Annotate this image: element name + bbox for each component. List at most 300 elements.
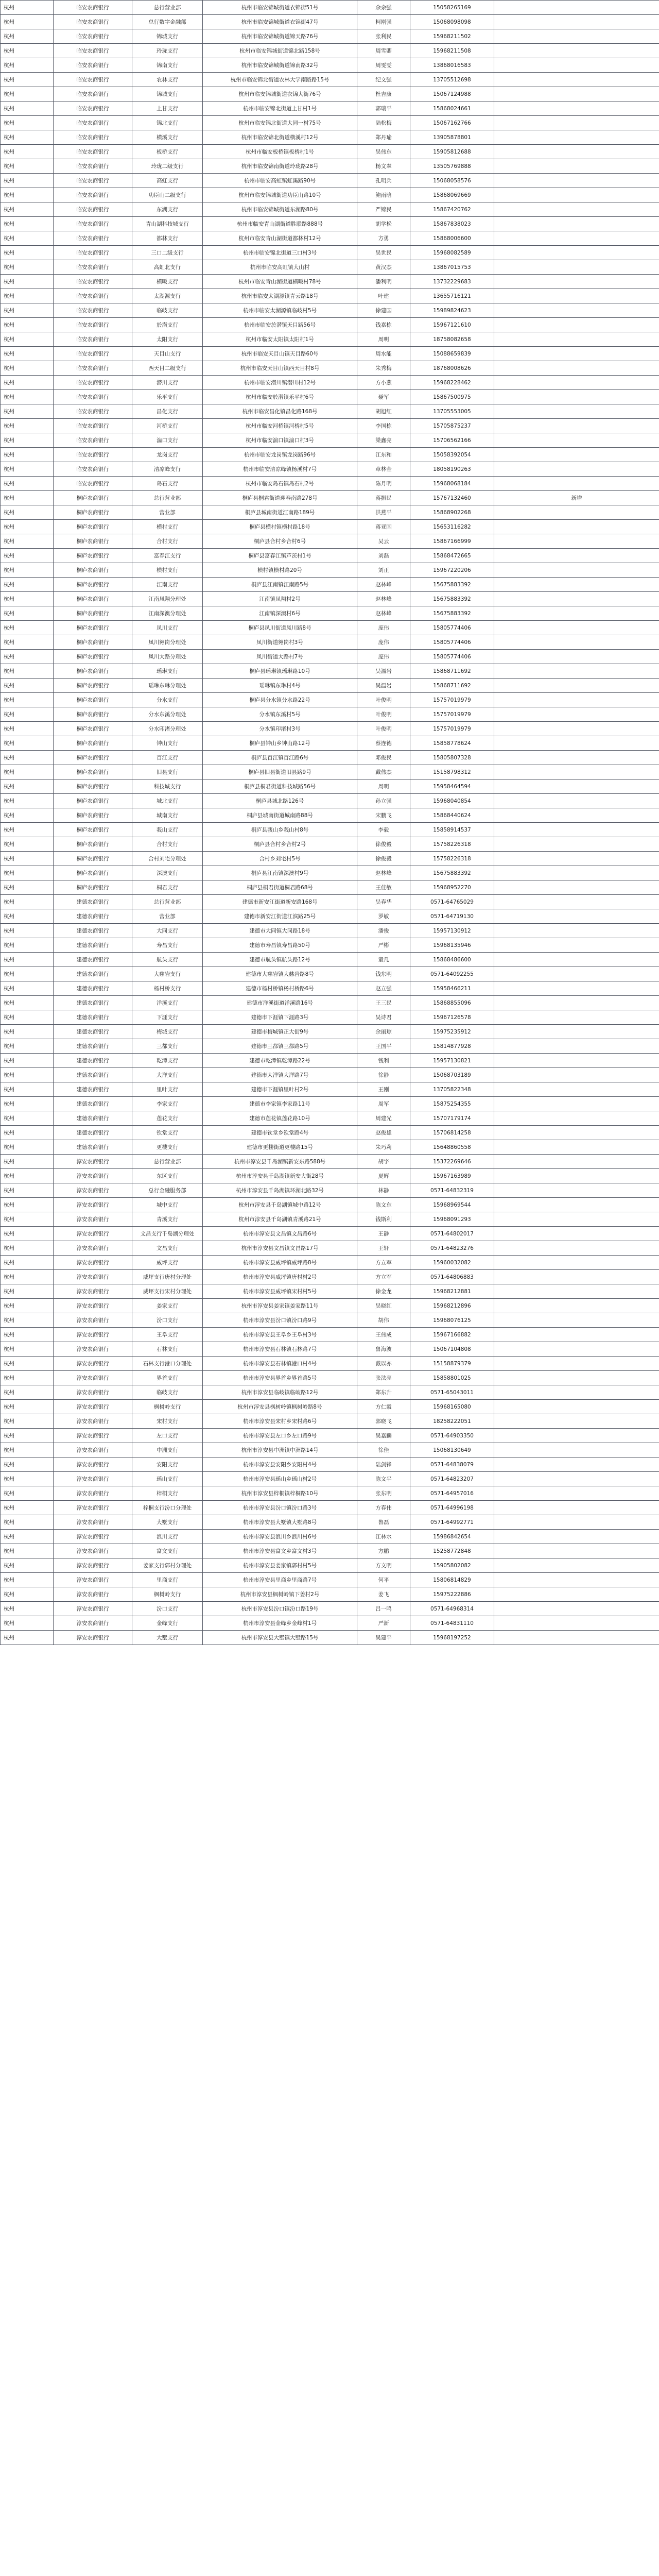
contact-cell: 郭晓飞 — [357, 1414, 410, 1429]
city-cell: 杭州 — [1, 1328, 54, 1342]
address-cell: 桐庐县瑶琳镇瑶琳路10号 — [203, 664, 357, 679]
bank-cell: 建德农商银行 — [54, 1126, 132, 1140]
bank-cell: 桐庐农商银行 — [54, 606, 132, 621]
branch-cell: 洋溪支行 — [132, 996, 203, 1010]
note-cell — [494, 1010, 659, 1025]
bank-cell: 桐庐农商银行 — [54, 808, 132, 823]
note-cell — [494, 1082, 659, 1097]
contact-cell: 吴春华 — [357, 895, 410, 909]
contact-cell: 鲁海波 — [357, 1342, 410, 1357]
phone-cell: 15675883392 — [410, 578, 494, 592]
phone-cell: 15867420762 — [410, 202, 494, 217]
note-cell — [494, 751, 659, 765]
branch-cell: 文昌支行千岛湖分理处 — [132, 1227, 203, 1241]
table-row — [1, 1371, 659, 1385]
note-cell — [494, 1587, 659, 1602]
city-cell: 杭州 — [1, 1155, 54, 1169]
table-row — [1, 606, 659, 621]
note-cell — [494, 895, 659, 909]
address-cell: 建德市大同镇大同路18号 — [203, 924, 357, 938]
phone-cell: 15957130912 — [410, 924, 494, 938]
table-row — [1, 635, 659, 650]
table-row — [1, 477, 659, 491]
branch-cell: 东湖支行 — [132, 202, 203, 217]
branch-cell: 横村支行 — [132, 563, 203, 578]
note-cell — [494, 1025, 659, 1039]
note-cell — [494, 823, 659, 837]
note-cell — [494, 477, 659, 491]
table-row — [1, 1573, 659, 1587]
city-cell: 杭州 — [1, 1140, 54, 1155]
address-cell: 杭州市淳安县汾口镇汾口路19号 — [203, 1602, 357, 1616]
table-row — [1, 953, 659, 967]
note-cell — [494, 174, 659, 188]
address-cell: 杭州市临安锦北街道三口村3号 — [203, 246, 357, 260]
city-cell: 杭州 — [1, 1227, 54, 1241]
city-cell: 杭州 — [1, 376, 54, 390]
city-cell: 杭州 — [1, 880, 54, 895]
branch-cell: 营业部 — [132, 505, 203, 520]
note-cell — [494, 981, 659, 996]
note-cell — [494, 837, 659, 852]
phone-cell: 15968197252 — [410, 1631, 494, 1645]
contact-cell: 林静 — [357, 1183, 410, 1198]
address-cell: 杭州市临安天目山镇西天目村8号 — [203, 361, 357, 376]
contact-cell: 庞伟 — [357, 650, 410, 664]
branch-cell: 航头支行 — [132, 953, 203, 967]
note-cell — [494, 202, 659, 217]
bank-cell: 建德农商银行 — [54, 1068, 132, 1082]
contact-cell: 李国栋 — [357, 419, 410, 433]
city-cell: 杭州 — [1, 722, 54, 736]
bank-cell: 淳安农商银行 — [54, 1227, 132, 1241]
branch-cell: 分水印渚分理处 — [132, 722, 203, 736]
address-cell: 杭州市淳安县姜家镇郭村村5号 — [203, 1558, 357, 1573]
contact-cell: 严彬 — [357, 938, 410, 953]
table-row — [1, 448, 659, 462]
note-cell — [494, 159, 659, 174]
city-cell: 杭州 — [1, 1299, 54, 1313]
table-row — [1, 549, 659, 563]
bank-cell: 临安农商银行 — [54, 376, 132, 390]
branch-cell: 总行营业部 — [132, 491, 203, 505]
branch-cell: 青溪支行 — [132, 1212, 203, 1227]
bank-cell: 临安农商银行 — [54, 361, 132, 376]
note-cell — [494, 693, 659, 707]
bank-cell: 桐庐农商银行 — [54, 549, 132, 563]
branch-cell: 高虹北支行 — [132, 260, 203, 275]
note-cell — [494, 289, 659, 303]
city-cell: 杭州 — [1, 1501, 54, 1515]
table-row — [1, 1082, 659, 1097]
note-cell — [494, 404, 659, 419]
phone-cell: 15158798312 — [410, 765, 494, 779]
phone-cell: 15258772848 — [410, 1544, 494, 1558]
address-cell: 杭州市淳安县富文乡富文村3号 — [203, 1544, 357, 1558]
note-cell — [494, 1299, 659, 1313]
bank-cell: 淳安农商银行 — [54, 1313, 132, 1328]
table-row — [1, 15, 659, 29]
branch-cell: 锦北支行 — [132, 116, 203, 130]
phone-cell: 13705553005 — [410, 404, 494, 419]
table-row — [1, 1328, 659, 1342]
phone-cell: 0571-64996198 — [410, 1501, 494, 1515]
contact-cell: 蒋振民 — [357, 491, 410, 505]
phone-cell: 18768008626 — [410, 361, 494, 376]
table-row — [1, 58, 659, 73]
bank-cell: 桐庐农商银行 — [54, 779, 132, 794]
phone-cell: 15960032082 — [410, 1256, 494, 1270]
bank-cell: 淳安农商银行 — [54, 1587, 132, 1602]
table-row — [1, 880, 659, 895]
contact-cell: 张利民 — [357, 29, 410, 44]
note-cell — [494, 635, 659, 650]
phone-cell: 0571-65043011 — [410, 1385, 494, 1400]
table-row — [1, 145, 659, 159]
note-cell — [494, 866, 659, 880]
branch-cell: 城中支行 — [132, 1198, 203, 1212]
city-cell: 杭州 — [1, 433, 54, 448]
table-row — [1, 592, 659, 606]
phone-cell: 15706814258 — [410, 1126, 494, 1140]
note-cell — [494, 621, 659, 635]
city-cell: 杭州 — [1, 1400, 54, 1414]
branch-cell: 乐平支行 — [132, 390, 203, 404]
address-cell: 杭州市临安青山湖街道都林村12号 — [203, 231, 357, 246]
bank-cell: 淳安农商银行 — [54, 1385, 132, 1400]
address-cell: 杭州市临安龙岗镇龙岗路96号 — [203, 448, 357, 462]
bank-cell: 桐庐农商银行 — [54, 534, 132, 549]
phone-cell: 15905802082 — [410, 1558, 494, 1573]
phone-cell: 0571-64838079 — [410, 1458, 494, 1472]
note-cell — [494, 361, 659, 376]
note-cell — [494, 1400, 659, 1414]
address-cell: 杭州市淳安县里商乡里商路7号 — [203, 1573, 357, 1587]
address-cell: 杭州市淳安县左口乡左口路9号 — [203, 1429, 357, 1443]
table-row — [1, 188, 659, 202]
bank-cell: 淳安农商银行 — [54, 1486, 132, 1501]
table-row — [1, 1515, 659, 1530]
phone-cell: 15975235912 — [410, 1025, 494, 1039]
table-row — [1, 1385, 659, 1400]
address-cell: 建德市大洋镇大洋路7号 — [203, 1068, 357, 1082]
phone-cell: 15868440624 — [410, 808, 494, 823]
city-cell: 杭州 — [1, 361, 54, 376]
phone-cell: 18258222051 — [410, 1414, 494, 1429]
city-cell: 杭州 — [1, 953, 54, 967]
table-row — [1, 679, 659, 693]
city-cell: 杭州 — [1, 87, 54, 101]
branch-cell: 分水东溪分理处 — [132, 707, 203, 722]
note-cell — [494, 1256, 659, 1270]
phone-cell: 15958464594 — [410, 779, 494, 794]
phone-cell: 15967220206 — [410, 563, 494, 578]
branch-cell: 大洋支行 — [132, 1068, 203, 1082]
contact-cell: 庞伟 — [357, 635, 410, 650]
city-cell: 杭州 — [1, 1039, 54, 1054]
bank-cell: 建德农商银行 — [54, 924, 132, 938]
address-cell: 建德市杨村桥镇杨村桥路6号 — [203, 981, 357, 996]
contact-cell: 陆剑锋 — [357, 1458, 410, 1472]
address-cell: 分水镇印渚村3号 — [203, 722, 357, 736]
city-cell: 杭州 — [1, 823, 54, 837]
phone-cell: 0571-64806883 — [410, 1270, 494, 1284]
note-cell — [494, 58, 659, 73]
contact-cell: 叶俊明 — [357, 707, 410, 722]
phone-cell: 15757019979 — [410, 722, 494, 736]
bank-cell: 建德农商银行 — [54, 1039, 132, 1054]
city-cell: 杭州 — [1, 246, 54, 260]
phone-cell: 15975222886 — [410, 1587, 494, 1602]
note-cell — [494, 996, 659, 1010]
address-cell: 桐庐县桐君街道科技城路56号 — [203, 779, 357, 794]
bank-cell: 淳安农商银行 — [54, 1515, 132, 1530]
address-cell: 凤川街道大路村7号 — [203, 650, 357, 664]
branch-cell: 寿昌支行 — [132, 938, 203, 953]
city-cell: 杭州 — [1, 1183, 54, 1198]
contact-cell: 赵林峰 — [357, 866, 410, 880]
address-cell: 杭州市淳安县千岛湖镇新安东路588号 — [203, 1155, 357, 1169]
city-cell: 杭州 — [1, 217, 54, 231]
bank-cell: 临安农商银行 — [54, 58, 132, 73]
table-row — [1, 823, 659, 837]
address-cell: 杭州市淳安县金峰乡金峰村1号 — [203, 1616, 357, 1631]
branch-cell: 大慈岩支行 — [132, 967, 203, 981]
phone-cell: 15705875237 — [410, 419, 494, 433]
note-cell — [494, 1155, 659, 1169]
address-cell: 建德市新安江街道新安路168号 — [203, 895, 357, 909]
note-cell — [494, 1429, 659, 1443]
contact-cell: 钱斯利 — [357, 1212, 410, 1227]
address-cell: 杭州市临安锦城街道衣锦街47号 — [203, 15, 357, 29]
note-cell — [494, 1414, 659, 1429]
address-cell: 建德市下涯镇里叶村2号 — [203, 1082, 357, 1097]
branch-cell: 玲珑二级支行 — [132, 159, 203, 174]
branch-cell: 乾潭支行 — [132, 1054, 203, 1068]
city-cell: 杭州 — [1, 996, 54, 1010]
table-row — [1, 491, 659, 505]
note-cell — [494, 1183, 659, 1198]
branch-cell: 横畈支行 — [132, 275, 203, 289]
city-cell: 杭州 — [1, 621, 54, 635]
contact-cell: 王佳敏 — [357, 880, 410, 895]
address-cell: 杭州市临安青山湖街道横畈村78号 — [203, 275, 357, 289]
branch-cell: 锦城支行 — [132, 87, 203, 101]
city-cell: 杭州 — [1, 44, 54, 58]
bank-cell: 桐庐农商银行 — [54, 852, 132, 866]
table-row — [1, 650, 659, 664]
note-cell — [494, 505, 659, 520]
contact-cell: 徐金龙 — [357, 1284, 410, 1299]
address-cell: 杭州市淳安县文昌镇文昌路6号 — [203, 1227, 357, 1241]
branch-cell: 富春江支行 — [132, 549, 203, 563]
phone-cell: 15967121610 — [410, 318, 494, 332]
address-cell: 杭州市临安清凉峰镇杨溪村7号 — [203, 462, 357, 477]
branch-cell: 中洲支行 — [132, 1443, 203, 1458]
contact-cell: 徐静 — [357, 1068, 410, 1082]
table-row — [1, 1313, 659, 1328]
bank-cell: 桐庐农商银行 — [54, 693, 132, 707]
bank-cell: 建德农商银行 — [54, 1097, 132, 1111]
city-cell: 杭州 — [1, 347, 54, 361]
contact-cell: 赵林峰 — [357, 592, 410, 606]
bank-cell: 建德农商银行 — [54, 938, 132, 953]
city-cell: 杭州 — [1, 578, 54, 592]
contact-cell: 叶俊明 — [357, 722, 410, 736]
city-cell: 杭州 — [1, 1169, 54, 1183]
branch-cell: 枫树岭支行 — [132, 1400, 203, 1414]
bank-cell: 淳安农商银行 — [54, 1371, 132, 1385]
phone-cell: 15868069669 — [410, 188, 494, 202]
contact-cell: 王三民 — [357, 996, 410, 1010]
phone-cell: 15088659839 — [410, 347, 494, 361]
contact-cell: 余余强 — [357, 1, 410, 15]
table-row — [1, 1342, 659, 1357]
branch-cell: 凤川大路分理处 — [132, 650, 203, 664]
bank-cell: 淳安农商银行 — [54, 1169, 132, 1183]
bank-cell: 桐庐农商银行 — [54, 837, 132, 852]
bank-cell: 桐庐农商银行 — [54, 592, 132, 606]
bank-cell: 桐庐农商银行 — [54, 823, 132, 837]
bank-cell: 桐庐农商银行 — [54, 563, 132, 578]
contact-cell: 梁鑫亮 — [357, 433, 410, 448]
bank-cell: 淳安农商银行 — [54, 1183, 132, 1198]
note-cell — [494, 1558, 659, 1573]
address-cell: 合村乡刘宅村5号 — [203, 852, 357, 866]
phone-cell: 13505769888 — [410, 159, 494, 174]
bank-cell: 桐庐农商银行 — [54, 679, 132, 693]
table-row — [1, 1097, 659, 1111]
branch-cell: 桐君支行 — [132, 880, 203, 895]
city-cell: 杭州 — [1, 1212, 54, 1227]
contact-cell: 吴伟东 — [357, 145, 410, 159]
city-cell: 杭州 — [1, 1313, 54, 1328]
branch-cell: 杨村桥支行 — [132, 981, 203, 996]
contact-cell: 吴晓红 — [357, 1299, 410, 1313]
phone-cell: 15067124988 — [410, 87, 494, 101]
bank-cell: 桐庐农商银行 — [54, 578, 132, 592]
bank-cell: 建德农商银行 — [54, 1025, 132, 1039]
table-row — [1, 967, 659, 981]
branch-cell: 威坪支行 — [132, 1256, 203, 1270]
table-row — [1, 116, 659, 130]
contact-cell: 胡学松 — [357, 217, 410, 231]
bank-cell: 建德农商银行 — [54, 1082, 132, 1097]
address-cell: 杭州市临安锦城街道东湖路80号 — [203, 202, 357, 217]
contact-cell: 徐俊毅 — [357, 837, 410, 852]
note-cell — [494, 145, 659, 159]
city-cell: 杭州 — [1, 866, 54, 880]
address-cell: 分水镇东溪村5号 — [203, 707, 357, 722]
note-cell — [494, 1111, 659, 1126]
city-cell: 杭州 — [1, 1054, 54, 1068]
address-cell: 杭州市淳安县宋村乡宋村路6号 — [203, 1414, 357, 1429]
address-cell: 杭州市临安锦北街道农林大学南路路15号 — [203, 73, 357, 87]
note-cell — [494, 15, 659, 29]
note-cell — [494, 880, 659, 895]
bank-cell: 临安农商银行 — [54, 145, 132, 159]
contact-cell: 周雯雯 — [357, 58, 410, 73]
bank-cell: 临安农商银行 — [54, 289, 132, 303]
contact-cell: 庞伟 — [357, 621, 410, 635]
address-cell: 杭州市临安昌化镇昌化路168号 — [203, 404, 357, 419]
branch-cell: 左口支行 — [132, 1429, 203, 1443]
address-cell: 杭州市临安於潜镇乐平村6号 — [203, 390, 357, 404]
contact-cell: 吴温岩 — [357, 664, 410, 679]
contact-cell: 周建光 — [357, 1111, 410, 1126]
contact-cell: 张法亮 — [357, 1371, 410, 1385]
city-cell: 杭州 — [1, 1573, 54, 1587]
city-cell: 杭州 — [1, 794, 54, 808]
city-cell: 杭州 — [1, 202, 54, 217]
phone-cell: 15968082589 — [410, 246, 494, 260]
table-row — [1, 1616, 659, 1631]
table-row — [1, 1357, 659, 1371]
address-cell: 杭州市临安太湖源镇临岐村5号 — [203, 303, 357, 318]
note-cell — [494, 1212, 659, 1227]
bank-cell: 淳安农商银行 — [54, 1558, 132, 1573]
table-row — [1, 578, 659, 592]
contact-cell: 蔡连德 — [357, 736, 410, 751]
note-cell — [494, 578, 659, 592]
address-cell: 杭州市淳安县枫树岭镇枫树岭路8号 — [203, 1400, 357, 1414]
phone-cell: 15372269646 — [410, 1155, 494, 1169]
table-row — [1, 736, 659, 751]
phone-cell: 13868016583 — [410, 58, 494, 73]
table-row — [1, 101, 659, 116]
bank-cell: 淳安农商银行 — [54, 1400, 132, 1414]
city-cell: 杭州 — [1, 332, 54, 347]
phone-cell: 15758226318 — [410, 852, 494, 866]
address-cell: 桐庐县城北路126号 — [203, 794, 357, 808]
address-cell: 杭州市临安锦北街道大同一村75号 — [203, 116, 357, 130]
note-cell — [494, 722, 659, 736]
contact-cell: 郑东升 — [357, 1385, 410, 1400]
contact-cell: 罗敏 — [357, 909, 410, 924]
bank-cell: 临安农商银行 — [54, 1, 132, 15]
bank-cell: 桐庐农商银行 — [54, 765, 132, 779]
phone-cell: 15675883392 — [410, 866, 494, 880]
phone-cell: 15858801025 — [410, 1371, 494, 1385]
phone-cell: 0571-64968314 — [410, 1602, 494, 1616]
table-row — [1, 130, 659, 145]
address-cell: 桐庐县旧县街道旧县路9号 — [203, 765, 357, 779]
city-cell: 杭州 — [1, 1068, 54, 1082]
phone-cell: 15858778624 — [410, 736, 494, 751]
branch-cell: 潜川支行 — [132, 376, 203, 390]
table-row — [1, 275, 659, 289]
phone-cell: 15967126578 — [410, 1010, 494, 1025]
note-cell — [494, 419, 659, 433]
table-row — [1, 462, 659, 477]
bank-cell: 临安农商银行 — [54, 246, 132, 260]
branch-cell: 高虹支行 — [132, 174, 203, 188]
phone-cell: 15968212896 — [410, 1299, 494, 1313]
address-cell: 杭州市淳安县文昌镇文昌路17号 — [203, 1241, 357, 1256]
table-row — [1, 73, 659, 87]
branch-cell: 梓桐支行汾口分理处 — [132, 1501, 203, 1515]
table-row — [1, 1472, 659, 1486]
table-row — [1, 29, 659, 44]
contact-cell: 鲍雨晗 — [357, 188, 410, 202]
address-cell: 杭州市淳安县枫树岭镇下姜村2号 — [203, 1587, 357, 1602]
city-cell: 杭州 — [1, 1, 54, 15]
bank-cell: 建德农商银行 — [54, 909, 132, 924]
table-row — [1, 1111, 659, 1126]
table-row — [1, 433, 659, 448]
city-cell: 杭州 — [1, 1097, 54, 1111]
bank-cell: 建德农商银行 — [54, 953, 132, 967]
